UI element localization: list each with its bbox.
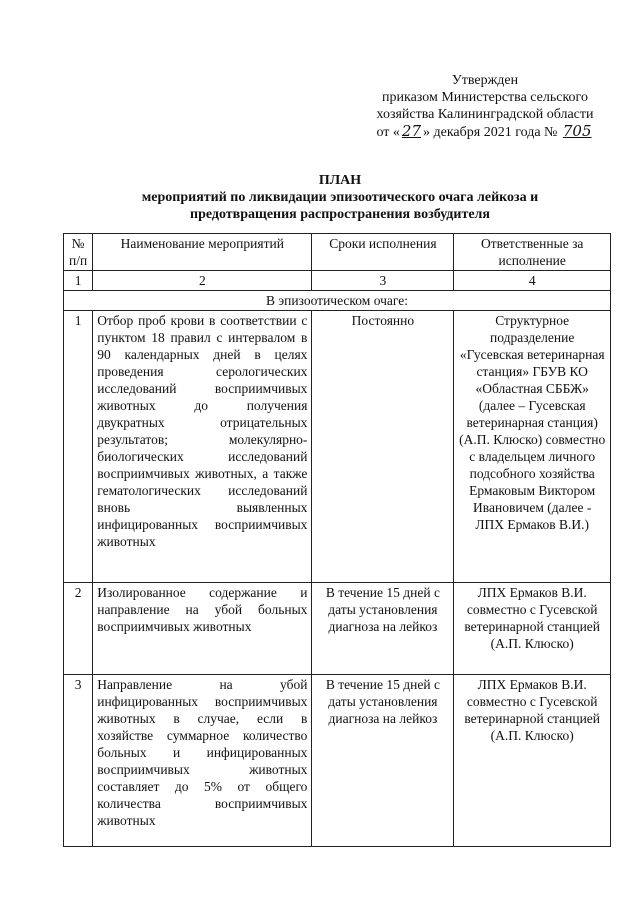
- title-line-2: предотвращения распространения возбудителя: [190, 207, 490, 222]
- row-responsible: ЛПХ Ермаков В.И. совместно с Гусевской ветеринарной станцией (А.П. Клюско): [454, 583, 611, 675]
- document-title: [80, 172, 600, 223]
- row-number: 3: [64, 675, 93, 847]
- row-name: Отбор проб крови в соответствии с пунктом 18 правил с интервалом в 90 календарных дней в целях проведения серологических исследований восприимчивых животных до получения двукратных отрицательных результатов; молекулярно-биологических исследований восприимчивых животных, а также гематологических исследований вновь выявленных инфицированных восприимчивых животных: [93, 311, 312, 583]
- title-heading: ПЛАН: [318, 173, 362, 188]
- header-responsible: Ответственные за исполнение: [454, 234, 611, 271]
- table-row: [64, 675, 611, 847]
- approval-line-3: хозяйства Калининградской области: [376, 107, 594, 122]
- handwritten-day: 27: [401, 122, 421, 140]
- row-number: 1: [64, 311, 93, 583]
- table-row: [64, 583, 611, 675]
- row-term: В течение 15 дней с даты установления диагноза на лейкоз: [312, 675, 454, 847]
- plan-table: [63, 233, 611, 847]
- row-name: Направление на убой инфицированных восприимчивых животных в случае, если в хозяйстве суммарное количество больных и инфицированных восприимчивых животных составляет до 5% от общего количества восприимчивых животных: [93, 675, 312, 847]
- header-name: Наименование мероприятий: [93, 234, 312, 271]
- row-number: 2: [64, 583, 93, 675]
- column-number: 2: [93, 271, 312, 291]
- row-responsible: Структурное подразделение «Гусевская ветеринарная станция» ГБУВ КО «Областная СББЖ» (далее – Гусевская ветеринарная станция) (А.П. Клюско) совместно с владельцем личного подсобного хозяйства Ермаковым Виктором Ивановичем (далее - ЛПХ Ермаков В.И.): [454, 311, 611, 583]
- row-responsible: ЛПХ Ермаков В.И. совместно с Гусевской ветеринарной станцией (А.П. Клюско): [454, 675, 611, 847]
- column-number: 1: [64, 271, 93, 291]
- section-title: В эпизоотическом очаге:: [64, 291, 611, 311]
- approval-date-line: [355, 123, 615, 141]
- date-prefix: от «: [376, 125, 400, 140]
- handwritten-order-number: 705: [562, 122, 592, 140]
- approval-block: [355, 72, 615, 141]
- title-line-1: мероприятий по ликвидации эпизоотического очага лейкоза и: [141, 190, 539, 205]
- date-middle: » декабря 2021 года №: [423, 125, 558, 140]
- section-row: [64, 291, 611, 311]
- row-term: В течение 15 дней с даты установления диагноза на лейкоз: [312, 583, 454, 675]
- header-number: № п/п: [64, 234, 93, 271]
- row-term: Постоянно: [312, 311, 454, 583]
- column-number: 4: [454, 271, 611, 291]
- column-number-row: [64, 271, 611, 291]
- table-row: [64, 311, 611, 583]
- approval-line-1: Утвержден: [451, 73, 519, 88]
- header-term: Сроки исполнения: [312, 234, 454, 271]
- table-header-row: [64, 234, 611, 271]
- column-number: 3: [312, 271, 454, 291]
- row-name: Изолированное содержание и направление на убой больных восприимчивых животных: [93, 583, 312, 675]
- approval-line-2: приказом Министерства сельского: [382, 90, 588, 105]
